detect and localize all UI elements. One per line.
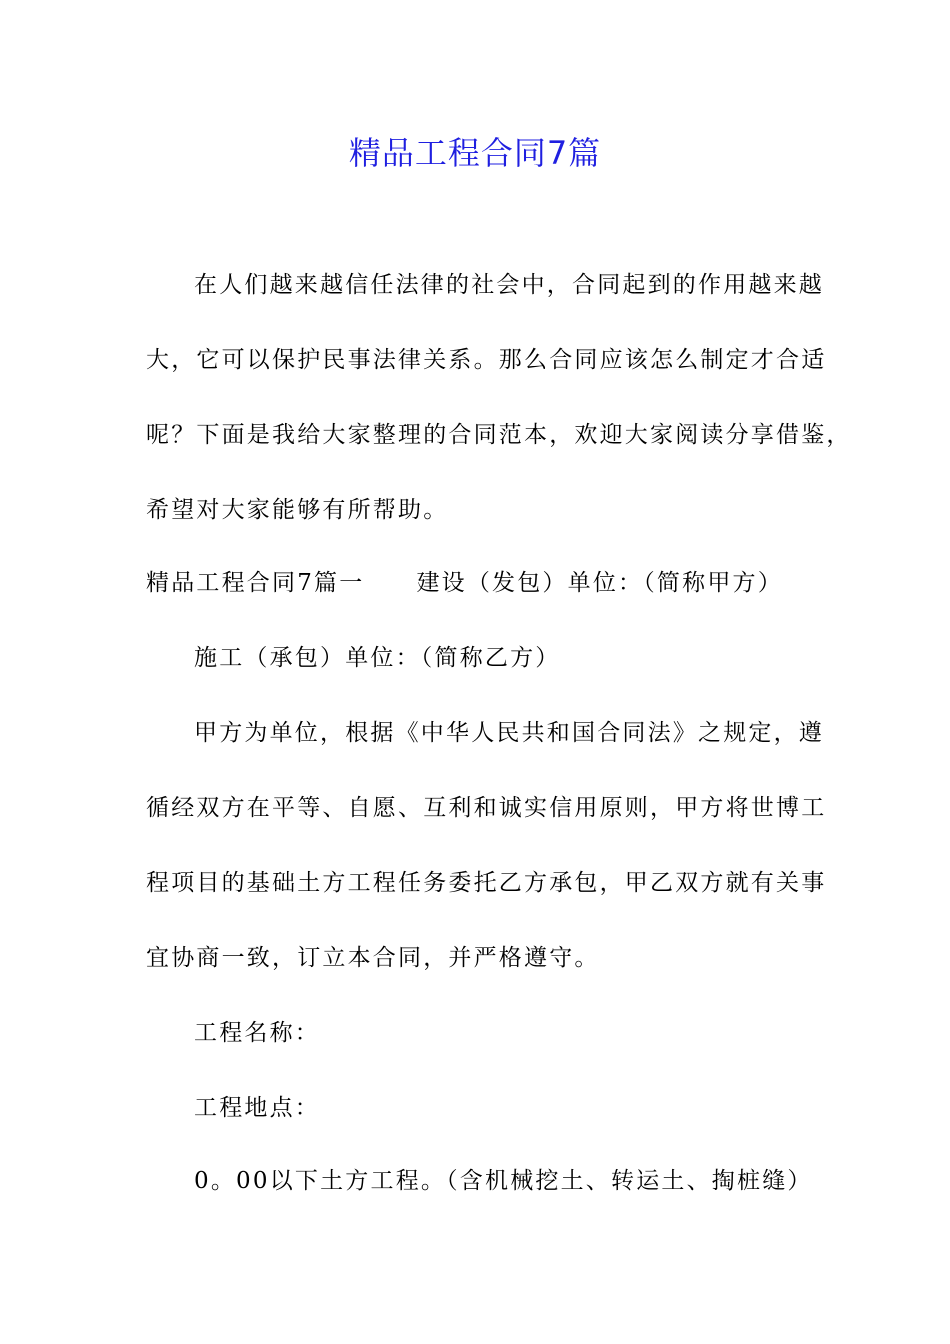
section-heading: 精品工程合同7篇一 <box>146 570 365 596</box>
body-line-1: 甲方为单位，根据《中华人民共和国合同法》之规定，遵 <box>194 720 824 746</box>
intro-line-4: 希望对大家能够有所帮助。 <box>146 497 449 523</box>
scope-line: 0。00以下土方工程。（含机械挖土、转运土、掏桩缝） <box>194 1168 813 1194</box>
intro-line-1: 在人们越来越信任法律的社会中，合同起到的作用越来越 <box>194 272 824 298</box>
section-heading-line <box>146 568 783 598</box>
body-line-3: 程项目的基础土方工程任务委托乙方承包，甲乙双方就有关事 <box>146 870 827 896</box>
party-a-line: 建设（发包）单位：（简称甲方） <box>416 570 783 596</box>
intro-line-3: 呢？下面是我给大家整理的合同范本，欢迎大家阅读分享借鉴， <box>146 422 852 448</box>
body-line-2: 循经双方在平等、自愿、互利和诚实信用原则，甲方将世博工 <box>146 795 827 821</box>
project-location-label: 工程地点： <box>194 1095 320 1121</box>
party-b-line: 施工（承包）单位：（简称乙方） <box>194 645 561 671</box>
intro-line-2: 大，它可以保护民事法律关系。那么合同应该怎么制定才合适 <box>146 347 827 373</box>
project-name-label: 工程名称： <box>194 1020 320 1046</box>
body-line-4: 宜协商一致，订立本合同，并严格遵守。 <box>146 945 600 971</box>
document-title: 精品工程合同7篇 <box>348 134 602 172</box>
